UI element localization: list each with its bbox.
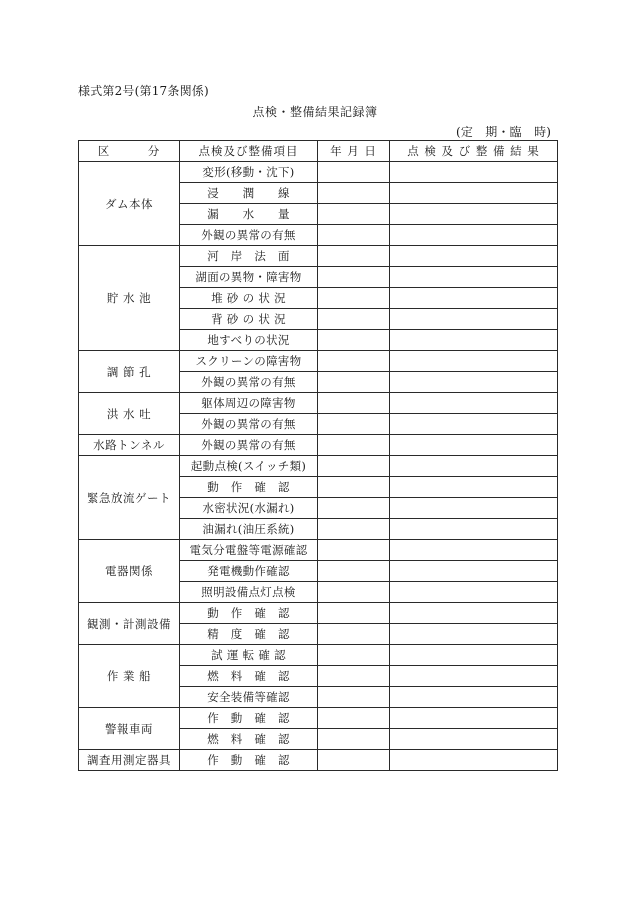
result-cell[interactable] [390, 561, 558, 582]
date-cell[interactable] [318, 687, 390, 708]
result-cell[interactable] [390, 309, 558, 330]
result-cell[interactable] [390, 456, 558, 477]
category-cell: 警報車両 [79, 708, 180, 750]
date-cell[interactable] [318, 561, 390, 582]
column-header-item: 点検及び整備項目 [180, 141, 318, 162]
table-row [79, 246, 558, 267]
table-row [79, 645, 558, 666]
result-cell[interactable] [390, 225, 558, 246]
category-cell: 貯 水 池 [79, 246, 180, 351]
category-cell: ダム本体 [79, 162, 180, 246]
result-cell[interactable] [390, 288, 558, 309]
inspection-item-cell: 地すべりの状況 [180, 330, 318, 351]
category-cell: 電器関係 [79, 540, 180, 603]
table-row [79, 351, 558, 372]
date-cell[interactable] [318, 225, 390, 246]
column-header-date: 年 月 日 [318, 141, 390, 162]
result-cell[interactable] [390, 330, 558, 351]
inspection-item-cell: 躯体周辺の障害物 [180, 393, 318, 414]
result-cell[interactable] [390, 540, 558, 561]
category-cell: 洪 水 吐 [79, 393, 180, 435]
result-cell[interactable] [390, 414, 558, 435]
date-cell[interactable] [318, 393, 390, 414]
inspection-item-cell: 背 砂 の 状 況 [180, 309, 318, 330]
date-cell[interactable] [318, 204, 390, 225]
date-cell[interactable] [318, 498, 390, 519]
date-cell[interactable] [318, 246, 390, 267]
date-cell[interactable] [318, 351, 390, 372]
date-cell[interactable] [318, 414, 390, 435]
inspection-item-cell: 動 作 確 認 [180, 603, 318, 624]
table-row [79, 162, 558, 183]
result-cell[interactable] [390, 729, 558, 750]
inspection-item-cell: 作 動 確 認 [180, 708, 318, 729]
inspection-item-cell: 外観の異常の有無 [180, 435, 318, 456]
category-cell: 調 節 孔 [79, 351, 180, 393]
date-cell[interactable] [318, 708, 390, 729]
table-row [79, 456, 558, 477]
category-cell: 緊急放流ゲート [79, 456, 180, 540]
date-cell[interactable] [318, 330, 390, 351]
result-cell[interactable] [390, 393, 558, 414]
inspection-item-cell: 湖面の異物・障害物 [180, 267, 318, 288]
date-cell[interactable] [318, 288, 390, 309]
table-row [79, 393, 558, 414]
date-cell[interactable] [318, 582, 390, 603]
document-title: 点検・整備結果記録簿 [252, 105, 378, 119]
inspection-item-cell: スクリーンの障害物 [180, 351, 318, 372]
table-row [79, 750, 558, 771]
date-cell[interactable] [318, 729, 390, 750]
result-cell[interactable] [390, 204, 558, 225]
result-cell[interactable] [390, 666, 558, 687]
date-cell[interactable] [318, 540, 390, 561]
date-cell[interactable] [318, 183, 390, 204]
result-cell[interactable] [390, 498, 558, 519]
date-cell[interactable] [318, 624, 390, 645]
result-cell[interactable] [390, 267, 558, 288]
inspection-item-cell: 試 運 転 確 認 [180, 645, 318, 666]
inspection-item-cell: 漏 水 量 [180, 204, 318, 225]
date-cell[interactable] [318, 603, 390, 624]
result-cell[interactable] [390, 645, 558, 666]
inspection-item-cell: 燃 料 確 認 [180, 666, 318, 687]
column-header-category: 区 分 [79, 141, 180, 162]
result-cell[interactable] [390, 708, 558, 729]
inspection-item-cell: 精 度 確 認 [180, 624, 318, 645]
category-cell: 観測・計測設備 [79, 603, 180, 645]
inspection-item-cell: 外観の異常の有無 [180, 414, 318, 435]
date-cell[interactable] [318, 519, 390, 540]
category-cell: 水路トンネル [79, 435, 180, 456]
inspection-item-cell: 水密状況(水漏れ) [180, 498, 318, 519]
date-cell[interactable] [318, 372, 390, 393]
inspection-item-cell: 油漏れ(油圧系統) [180, 519, 318, 540]
result-cell[interactable] [390, 372, 558, 393]
inspection-item-cell: 堆 砂 の 状 況 [180, 288, 318, 309]
table-row [79, 708, 558, 729]
inspection-item-cell: 燃 料 確 認 [180, 729, 318, 750]
result-cell[interactable] [390, 624, 558, 645]
result-cell[interactable] [390, 477, 558, 498]
inspection-item-cell: 電気分電盤等電源確認 [180, 540, 318, 561]
result-cell[interactable] [390, 687, 558, 708]
date-cell[interactable] [318, 645, 390, 666]
table-row [79, 435, 558, 456]
record-body [79, 162, 558, 771]
inspection-item-cell: 照明設備点灯点検 [180, 582, 318, 603]
column-header-result: 点 検 及 び 整 備 結 果 [390, 141, 558, 162]
inspection-item-cell: 浸 潤 線 [180, 183, 318, 204]
inspection-record-table [78, 140, 558, 771]
date-cell[interactable] [318, 267, 390, 288]
inspection-item-cell: 変形(移動・沈下) [180, 162, 318, 183]
date-cell[interactable] [318, 162, 390, 183]
inspection-type-note: (定 期・臨 時) [456, 125, 552, 139]
result-cell[interactable] [390, 435, 558, 456]
date-cell[interactable] [318, 666, 390, 687]
result-cell[interactable] [390, 603, 558, 624]
result-cell[interactable] [390, 519, 558, 540]
result-cell[interactable] [390, 162, 558, 183]
result-cell[interactable] [390, 582, 558, 603]
result-cell[interactable] [390, 246, 558, 267]
inspection-item-cell: 河 岸 法 面 [180, 246, 318, 267]
category-cell: 作 業 船 [79, 645, 180, 708]
inspection-item-cell: 外観の異常の有無 [180, 372, 318, 393]
inspection-item-cell: 発電機動作確認 [180, 561, 318, 582]
inspection-item-cell: 起動点検(スイッチ類) [180, 456, 318, 477]
date-cell[interactable] [318, 477, 390, 498]
result-cell[interactable] [390, 351, 558, 372]
date-cell[interactable] [318, 750, 390, 771]
form-number: 様式第2号(第17条関係) [78, 84, 209, 98]
inspection-item-cell: 安全装備等確認 [180, 687, 318, 708]
result-cell[interactable] [390, 183, 558, 204]
date-cell[interactable] [318, 456, 390, 477]
header-row [79, 141, 558, 162]
table-row [79, 603, 558, 624]
date-cell[interactable] [318, 309, 390, 330]
date-cell[interactable] [318, 435, 390, 456]
inspection-item-cell: 外観の異常の有無 [180, 225, 318, 246]
inspection-item-cell: 作 動 確 認 [180, 750, 318, 771]
category-cell: 調査用測定器具 [79, 750, 180, 771]
result-cell[interactable] [390, 750, 558, 771]
inspection-item-cell: 動 作 確 認 [180, 477, 318, 498]
table-row [79, 540, 558, 561]
